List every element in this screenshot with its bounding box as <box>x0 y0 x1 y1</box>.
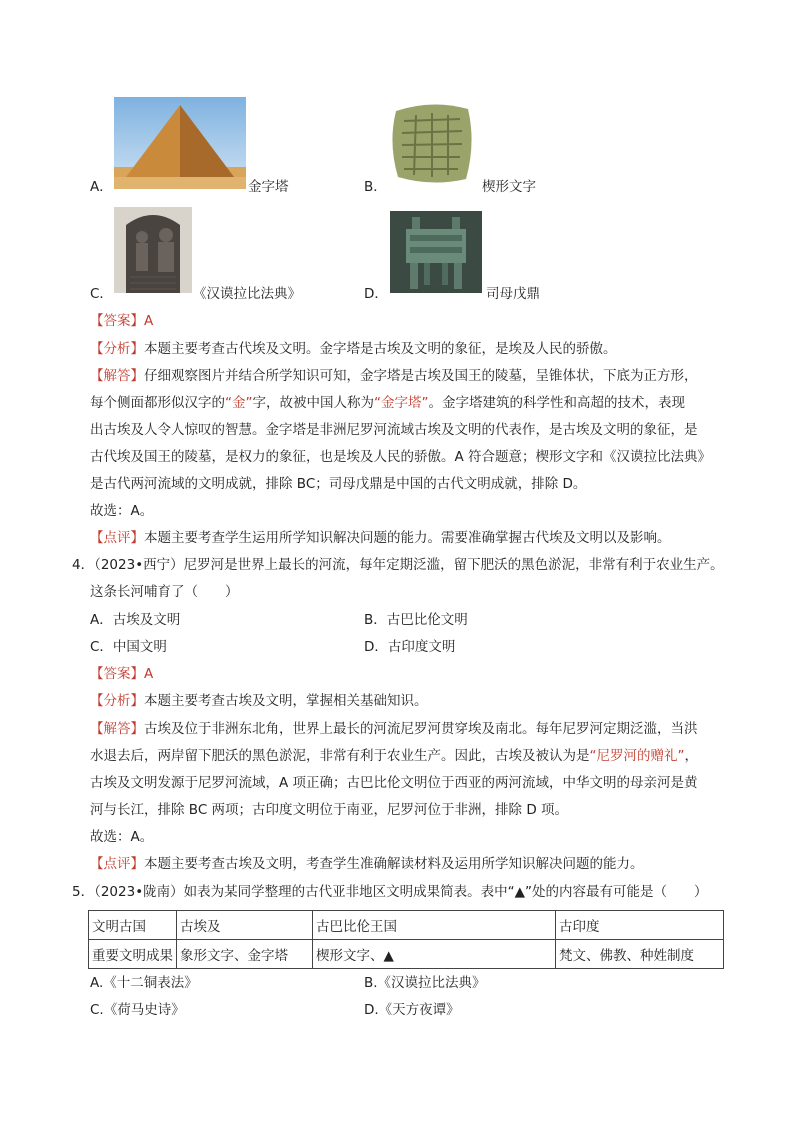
q3-answer <box>90 311 153 331</box>
solution-text: 。金字塔建筑的科学性和高超的技术，表现 <box>428 395 685 411</box>
analysis-tag: 【分析】 <box>90 341 144 357</box>
q4-comment <box>90 854 644 874</box>
q3-solution-line-5: 是古代两河流域的文明成就，排除 BC；司母戊鼎是中国的古代文明成就，排除 D。 <box>90 476 587 492</box>
quoted-term: “金” <box>225 395 253 411</box>
q3-solution-line-1 <box>90 366 698 386</box>
q3-option-b-caption: 楔形文字 <box>482 179 536 195</box>
comment-tag: 【点评】 <box>90 530 144 546</box>
q3-comment <box>90 528 671 548</box>
q5-stem <box>72 882 708 902</box>
comment-tag: 【点评】 <box>90 856 144 872</box>
q3-option-d-letter: D． <box>364 286 388 302</box>
table-row <box>89 940 724 969</box>
q5-option-b[interactable]: B.《汉谟拉比法典》 <box>364 975 486 991</box>
q3-option-d-caption: 司母戊鼎 <box>486 286 540 302</box>
comment-text: 本题主要考查学生运用所学知识解决问题的能力。需要准确掌握古代埃及文明以及影响。 <box>144 530 671 546</box>
q4-option-d[interactable]: D．古印度文明 <box>364 639 456 655</box>
table-cell: 梵文、佛教、种姓制度 <box>556 940 724 969</box>
solution-text: 字，故被中国人称为 <box>252 395 374 411</box>
answer-value: A <box>144 666 154 682</box>
table-cell: 象形文字、金字塔 <box>177 940 313 969</box>
hammurabi-stele-image <box>114 207 192 293</box>
analysis-tag: 【分析】 <box>90 693 144 709</box>
solution-text: 水退去后，两岸留下肥沃的黑色淤泥，非常有利于农业生产。因此，古埃及被认为是 <box>90 748 590 764</box>
q5-option-a[interactable]: A.《十二铜表法》 <box>90 975 198 991</box>
solution-text: 古埃及位于非洲东北角，世界上最长的河流尼罗河贯穿埃及南北。每年尼罗河定期泛滥，当洪 <box>144 721 698 737</box>
table-cell: 古巴比伦王国 <box>313 911 556 940</box>
table-cell: 楔形文字、▲ <box>313 940 556 969</box>
cuneiform-tablet-image <box>386 97 478 189</box>
solution-text: ， <box>684 748 698 764</box>
q3-choose: 故选：A。 <box>90 503 154 519</box>
q4-solution-line-4: 河与长江，排除 BC 两项；古印度文明位于南亚，尼罗河位于非洲，排除 D 项。 <box>90 802 569 818</box>
q4-option-a[interactable]: A．古埃及文明 <box>90 612 181 628</box>
q4-option-c[interactable]: C．中国文明 <box>90 639 167 655</box>
solution-tag: 【解答】 <box>90 721 144 737</box>
q4-stem-line-1 <box>72 555 724 575</box>
q3-analysis <box>90 339 617 359</box>
q4-answer <box>90 664 153 684</box>
simuwu-ding-image <box>390 211 482 293</box>
q4-solution-line-2 <box>90 746 698 766</box>
table-cell: 重要文明成果 <box>89 940 177 969</box>
q4-solution-line-1 <box>90 719 698 739</box>
answer-tag: 【答案】 <box>90 666 144 682</box>
q3-option-c-caption: 《汉谟拉比法典》 <box>193 286 301 302</box>
pyramid-image <box>114 97 246 189</box>
answer-tag: 【答案】 <box>90 313 144 329</box>
table-cell: 古埃及 <box>177 911 313 940</box>
table-cell: 古印度 <box>556 911 724 940</box>
quoted-term: “金字塔” <box>374 395 429 411</box>
q5-option-d[interactable]: D.《天方夜谭》 <box>364 1002 460 1018</box>
quoted-term: “尼罗河的赠礼” <box>589 748 685 764</box>
q4-option-b[interactable]: B．古巴比伦文明 <box>364 612 468 628</box>
q3-solution-line-3: 出古埃及人令人惊叹的智慧。金字塔是非洲尼罗河流域古埃及文明的代表作，是古埃及文明的象征，是 <box>90 422 698 438</box>
q4-solution-line-3: 古埃及文明发源于尼罗河流域，A 项正确；古巴比伦文明位于西亚的两河流域，中华文明的母亲河是黄 <box>90 775 698 791</box>
comment-text: 本题主要考查古埃及文明，考查学生准确解读材料及运用所学知识解决问题的能力。 <box>144 856 644 872</box>
question-number: 4． <box>72 557 95 573</box>
question-source: （2023•陇南） <box>94 884 184 900</box>
q5-option-c[interactable]: C.《荷马史诗》 <box>90 1002 185 1018</box>
question-number: 5． <box>72 884 95 900</box>
question-stem: 尼罗河是世界上最长的河流，每年定期泛滥，留下肥沃的黑色淤泥，非常有利于农业生产。 <box>183 557 724 573</box>
civilization-table <box>88 910 724 969</box>
solution-tag: 【解答】 <box>90 368 144 384</box>
q3-solution-line-4: 古代埃及国王的陵墓，是权力的象征，也是埃及人民的骄傲。A 符合题意；楔形文字和《汉谟拉比法典》 <box>90 449 712 465</box>
q4-choose: 故选：A。 <box>90 829 154 845</box>
table-header-row <box>89 911 724 940</box>
q3-option-c-letter: C． <box>90 286 113 302</box>
question-source: （2023•西宁） <box>94 557 184 573</box>
q3-option-a-letter: A． <box>90 179 113 195</box>
q3-solution-line-2 <box>90 393 685 413</box>
q4-analysis <box>90 691 428 711</box>
table-cell: 文明古国 <box>89 911 177 940</box>
solution-text: 每个侧面都形似汉字的 <box>90 395 225 411</box>
question-stem: 如表为某同学整理的古代亚非地区文明成果简表。表中“▲”处的内容最有可能是（ ） <box>183 884 708 900</box>
q3-option-a-caption: 金字塔 <box>248 179 289 195</box>
answer-value: A <box>144 313 154 329</box>
q3-option-b-letter: B． <box>364 179 387 195</box>
analysis-text: 本题主要考查古代埃及文明。金字塔是古埃及文明的象征，是埃及人民的骄傲。 <box>144 341 617 357</box>
analysis-text: 本题主要考查古埃及文明，掌握相关基础知识。 <box>144 693 428 709</box>
solution-text: 仔细观察图片并结合所学知识可知，金字塔是古埃及国王的陵墓，呈锥体状，下底为正方形， <box>144 368 698 384</box>
q4-stem-line-2: 这条长河哺育了（ ） <box>90 584 239 600</box>
